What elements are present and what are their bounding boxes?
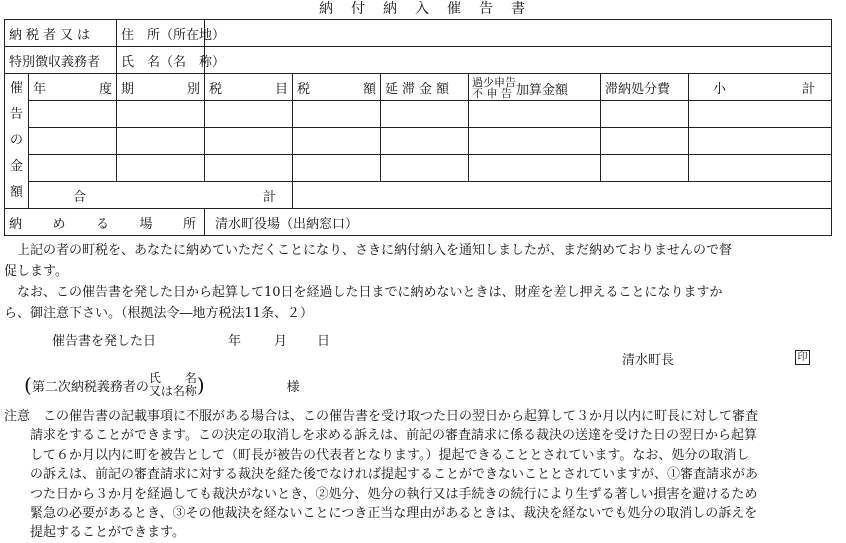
note-line: 緊急の必要があるとき、③その他裁決を経ないことにつき正当な理由があるときは、裁決を経ないでも処分の取消しの訴えを bbox=[4, 506, 758, 522]
total-label: 合 計 bbox=[29, 182, 293, 209]
total-amount-field[interactable] bbox=[293, 182, 832, 209]
tax-amount-cell[interactable] bbox=[293, 155, 381, 182]
subtotal-cell[interactable] bbox=[689, 155, 832, 182]
mayor-title: 清水町長 bbox=[622, 353, 675, 368]
amount-row bbox=[5, 128, 832, 155]
secondary-obligor-prefix: 第二次納税義務者の bbox=[31, 379, 149, 395]
tax-amount-cell[interactable] bbox=[293, 128, 381, 155]
penalty-cell[interactable] bbox=[469, 101, 601, 128]
subtotal-cell[interactable] bbox=[689, 128, 832, 155]
tax-item-cell[interactable] bbox=[205, 128, 293, 155]
disposal-fee-cell[interactable] bbox=[601, 101, 689, 128]
withholding-agent-label: 特別徴収義務者 bbox=[5, 47, 117, 74]
tax-reminder-form bbox=[4, 19, 832, 236]
address-label: 住 所（所在地） bbox=[117, 20, 205, 47]
notice-paragraph-1b: 促します。 bbox=[4, 264, 68, 279]
secondary-name-label: 氏 名 bbox=[148, 371, 197, 385]
total-row bbox=[5, 182, 832, 209]
late-fee-cell[interactable] bbox=[381, 155, 469, 182]
disposal-fee-cell[interactable] bbox=[601, 128, 689, 155]
penalty-cell[interactable] bbox=[469, 155, 601, 182]
date-year: 年 bbox=[228, 334, 242, 349]
subtotal-cell[interactable] bbox=[689, 101, 832, 128]
tax-amount-cell[interactable] bbox=[293, 101, 381, 128]
period-cell[interactable] bbox=[117, 101, 205, 128]
year-cell[interactable] bbox=[29, 155, 117, 182]
note-line: つた日から３か月を経過しても裁決がないとき、②処分、処分の執行又は手続きの続行により生ずる著しい損害を避けるため bbox=[4, 486, 758, 502]
secondary-title-label: 又は名称 bbox=[148, 384, 197, 398]
date-month: 月 bbox=[274, 334, 288, 349]
mayor-signature bbox=[622, 349, 674, 368]
header-late-fee: 延滞金額 bbox=[381, 74, 469, 101]
legal-note bbox=[4, 407, 838, 543]
header-year: 年 度 bbox=[29, 74, 117, 101]
note-line: 請求をすることができます。この決定の取消しを求める訴えは、前記の審査請求に係る裁決の送達を受けた日の翌日から起算 bbox=[4, 428, 757, 444]
tax-item-cell[interactable] bbox=[205, 101, 293, 128]
address-field[interactable] bbox=[205, 20, 832, 47]
honorific-sama: 様 bbox=[286, 379, 300, 395]
late-fee-cell[interactable] bbox=[381, 128, 469, 155]
disposal-fee-cell[interactable] bbox=[601, 155, 689, 182]
name-field[interactable] bbox=[205, 47, 832, 74]
late-fee-cell[interactable] bbox=[381, 101, 469, 128]
note-line: 提起することができます。 bbox=[4, 525, 185, 541]
header-disposal-fee: 滞納処分費 bbox=[601, 74, 689, 101]
header-subtotal: 小 計 bbox=[689, 74, 832, 101]
year-cell[interactable] bbox=[29, 101, 117, 128]
secondary-obligor-row: ( 第二次納税義務者の 氏 名 又は名称 ) 様 bbox=[24, 371, 300, 398]
notice-body bbox=[4, 240, 831, 324]
period-cell[interactable] bbox=[117, 128, 205, 155]
issue-date-row bbox=[52, 330, 331, 349]
taxpayer-label: 納税者又は bbox=[5, 20, 117, 47]
issue-date-label: 催告書を発した日 bbox=[52, 334, 157, 349]
payment-place-label: 納 め る 場 所 bbox=[5, 209, 205, 236]
note-line: して６か月以内に町を被告として（町長が被告の代表者となります。）提起できることとされています。なお、処分の取消し bbox=[4, 447, 750, 463]
form-title: 納 付 納 入 催 告 書 bbox=[319, 1, 527, 17]
notice-paragraph-1a: 上記の者の町税を、あなたに納めていただくことになり、さきに納付納入を通知しましたが、まだ納めておりませんので督 bbox=[4, 243, 733, 258]
header-tax-amount: 税 額 bbox=[293, 74, 381, 101]
penalty-cell[interactable] bbox=[469, 128, 601, 155]
payment-place-value: 清水町役場（出納窓口） bbox=[205, 209, 832, 236]
amount-row bbox=[5, 101, 832, 128]
notice-paragraph-2a: なお、この催告書を発した日から起算して10日を経過した日までに納めないときは、財産を差し押えることになりますか bbox=[4, 285, 723, 300]
year-cell[interactable] bbox=[29, 128, 117, 155]
header-period: 期 別 bbox=[117, 74, 205, 101]
date-day: 日 bbox=[317, 334, 331, 349]
official-seal-icon: 印 bbox=[795, 350, 810, 365]
name-label: 氏 名（名 称） bbox=[117, 47, 205, 74]
tax-item-cell[interactable] bbox=[205, 155, 293, 182]
note-line: 注意 この催告書の記載事項に不服がある場合は、この催告書を受け取つた日の翌日から起算して３か月以内に町長に対して審査 bbox=[4, 409, 759, 424]
period-cell[interactable] bbox=[117, 155, 205, 182]
note-line: の訴えは、前記の審査請求に対する裁決を経た後でなければ提起することができないこととされていますが、①審査請求があ bbox=[4, 467, 759, 483]
reminder-amount-side-label: 催 告 の 金 額 bbox=[5, 74, 29, 209]
header-tax-item: 税 目 bbox=[205, 74, 293, 101]
notice-paragraph-2b: ら、御注意下さい。（根拠法令―地方税法11条、２） bbox=[4, 306, 314, 321]
header-penalty: 過少申告 不 申 告 加算金額 bbox=[469, 74, 601, 101]
amount-row bbox=[5, 155, 832, 182]
